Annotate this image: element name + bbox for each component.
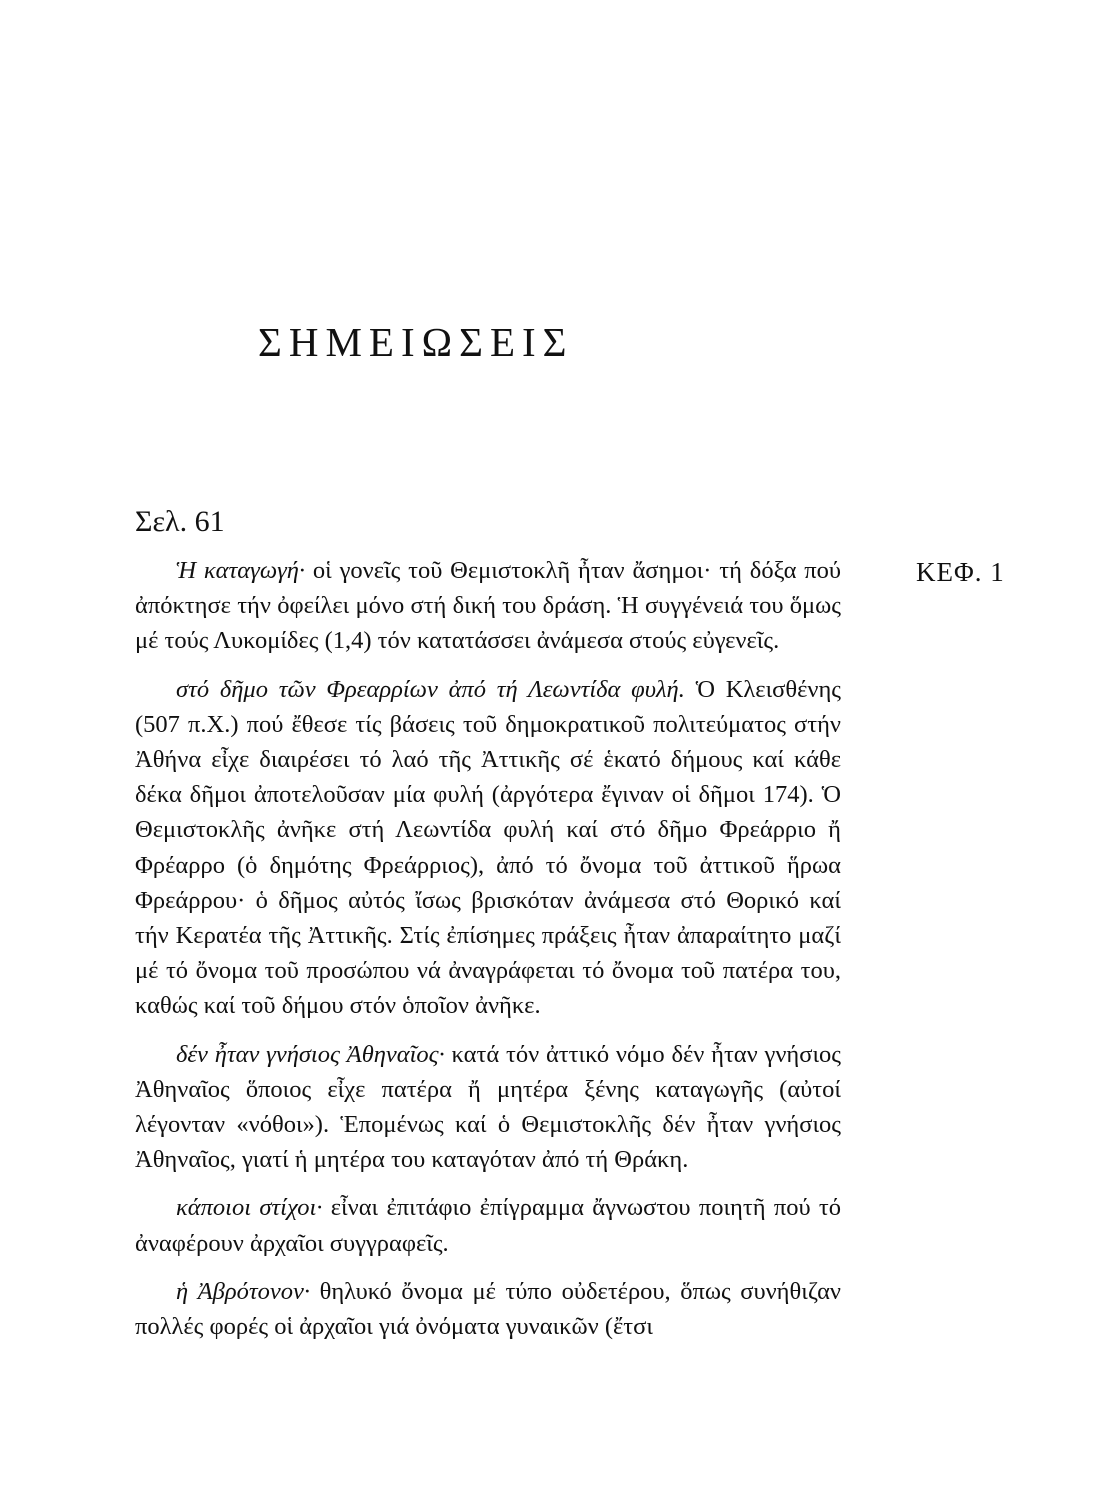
page-title: ΣΗΜΕΙΩΣΕΙΣ	[258, 319, 574, 365]
note-text: εἶναι ἐπιτάφιο ἐπίγραμμα ἄγνωστου ποιητῆ πού τό ἀναφέρουν ἀρχαῖοι συγγραφεῖς.	[135, 1194, 841, 1257]
note-lemma: δέν ἦταν γνήσιος Ἀθηναῖος·	[176, 1040, 445, 1068]
note-lemma: στό δῆμο τῶν Φρεαρρίων ἀπό τή Λεωντίδα φυλή.	[176, 675, 685, 703]
note-lemma: ἡ Ἀβρότονον·	[176, 1277, 311, 1305]
note-paragraph	[135, 1037, 841, 1178]
note-lemma: κάποιοι στίχοι·	[176, 1194, 323, 1222]
note-text: οἱ γονεῖς τοῦ Θεμιστοκλῆ ἦταν ἄσημοι· τή δόξα πού ἀπόκτησε τήν ὀφείλει μόνο στή δική του δράση. Ἡ συγγένειά του ὅμως μέ τούς Λυκομίδες (1,4) τόν κατατάσσει ἀνάμεσα στούς εὐγενεῖς.	[135, 557, 841, 655]
page-reference: Σελ. 61	[135, 505, 225, 538]
note-paragraph	[135, 1274, 841, 1344]
note-lemma: Ἡ καταγωγή·	[176, 557, 306, 584]
note-text: κατά τόν ἀττικό νόμο δέν ἦταν γνήσιος Ἀθηναῖος ὅποιος εἶχε πατέρα ἤ μητέρα ξένης καταγωγῆς (αὐτοί λέγονταν «νόθοι»). Ἑπομένως καί ὁ Θεμιστοκλῆς δέν ἦταν γνήσιος Ἀθηναῖος, γιατί ἡ μητέρα του καταγόταν ἀπό τή Θράκη.	[135, 1040, 841, 1174]
notes-list	[135, 553, 841, 1357]
note-paragraph	[135, 672, 841, 1024]
note-paragraph	[135, 1190, 841, 1260]
note-text: θηλυκό ὄνομα μέ τύπο οὐδετέρου, ὅπως συνήθιζαν πολλές φορές οἱ ἀρχαῖοι γιά ὀνόματα γυναικῶν (ἔτσι	[135, 1277, 841, 1341]
note-paragraph	[135, 553, 841, 659]
chapter-marker: ΚΕΦ. 1	[916, 557, 1005, 587]
note-text: Ὁ Κλεισθένης (507 π.Χ.) πού ἔθεσε τίς βάσεις τοῦ δημοκρατικοῦ πολιτεύματος στήν Ἀθήνα εἶχε διαιρέσει τό λαό τῆς Ἀττικῆς σέ ἑκατό δήμους καί κάθε δέκα δῆμοι ἀποτελοῦσαν μία φυλή (ἀργότερα ἔγιναν οἱ δῆμοι 174). Ὁ Θεμιστοκλῆς ἀνῆκε στή Λεωντίδα φυλή καί στό δῆμο Φρεάρριο ἤ Φρέαρρο (ὁ δημότης Φρεάρριος), ἀπό τό ὄνομα τοῦ ἀττικοῦ ἥρωα Φρεάρρου· ὁ δῆμος αὐτός ἴσως βρισκόταν ἀνάμεσα στό Θορικό καί τήν Κερατέα τῆς Ἀττικῆς. Στίς ἐπίσημες πράξεις ἦταν ἀπαραίτητο μαζί μέ τό ὄνομα τοῦ προσώπου νά ἀναγράφεται τό ὄνομα τοῦ πατέρα του, καθώς καί τοῦ δήμου στόν ὁποῖον ἀνῆκε.	[135, 675, 842, 1020]
